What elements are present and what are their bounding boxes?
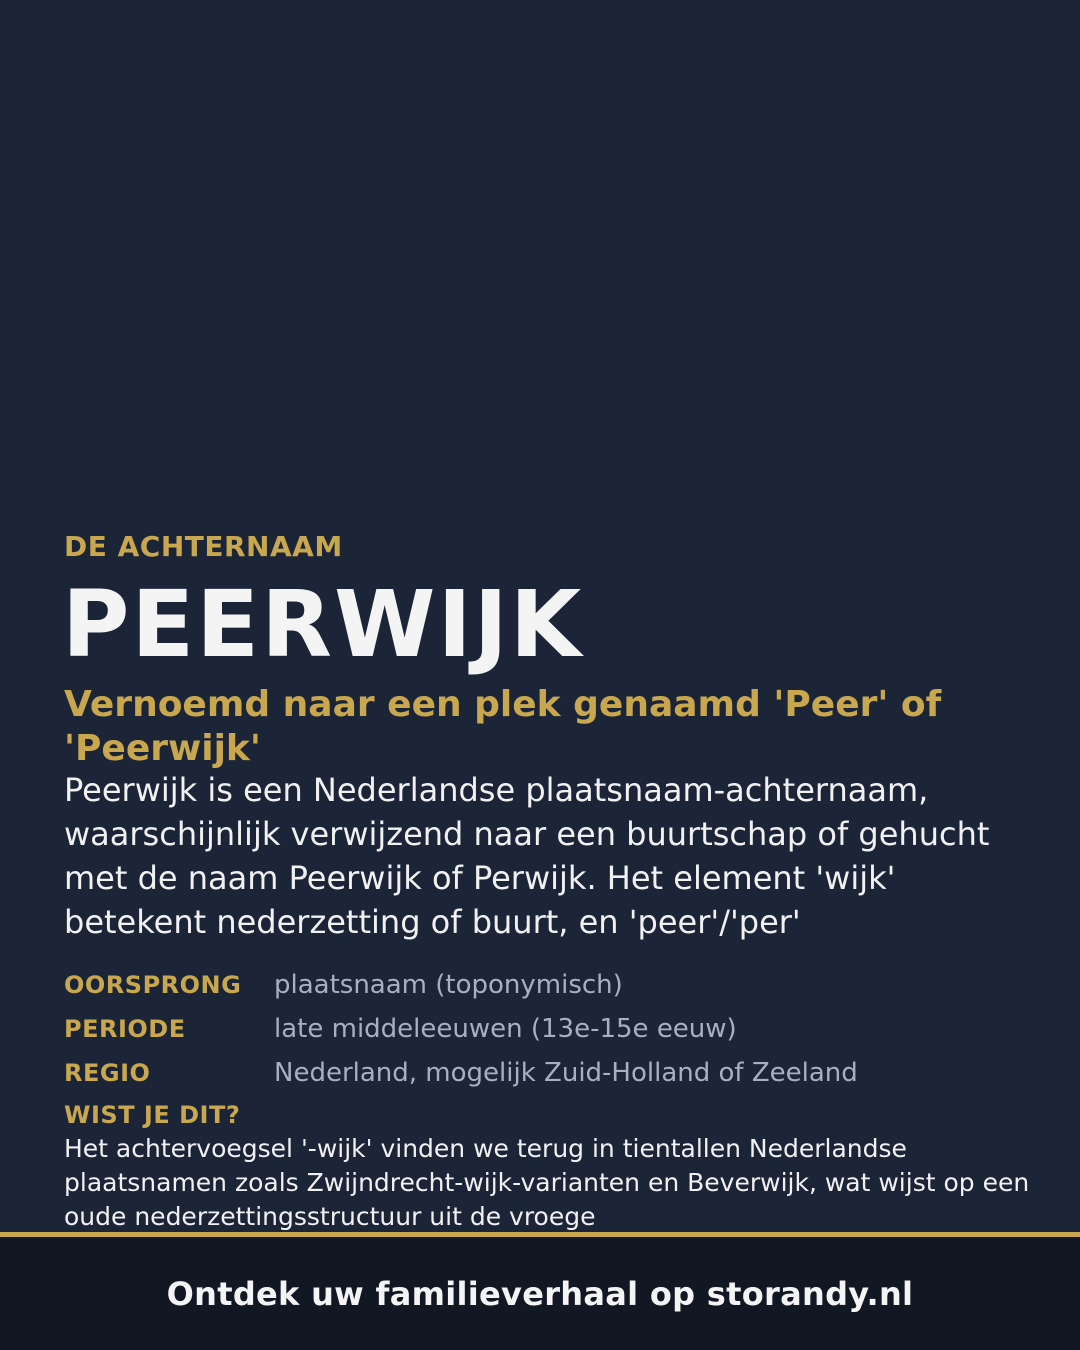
fact-value: Nederland, mogelijk Zuid-Holland of Zeeland (274, 1058, 858, 1088)
fact-row-origin (64, 963, 1044, 1007)
fact-value: late middeleeuwen (13e-15e eeuw) (274, 1014, 737, 1044)
did-you-know-text: Het achtervoegsel '-wijk' vinden we terug in tientallen Nederlandse plaatsnamen zoals Zwijndrecht-wijk-varianten en Beverwijk, wat wijst op een oude nederzettingsstructuur uit de vroege (64, 1134, 1030, 1231)
fact-row-period (64, 1007, 1044, 1051)
footer-cta[interactable]: Ontdek uw familieverhaal op storandy.nl (166, 1274, 914, 1313)
fact-label: PERIODE (64, 1015, 186, 1043)
facts-list (64, 963, 1044, 1095)
fact-label: OORSPRONG (64, 971, 242, 999)
fact-row-region (64, 1051, 1044, 1095)
did-you-know-label: WIST JE DIT? (64, 1101, 241, 1129)
section-eyebrow: DE ACHTERNAAM (64, 530, 343, 563)
surname-meaning: Vernoemd naar een plek genaamd 'Peer' of 'Peerwijk' (64, 684, 942, 769)
footer-banner (0, 1232, 1080, 1350)
fact-label: REGIO (64, 1059, 151, 1087)
surname-description: Peerwijk is een Nederlandse plaatsnaam-achternaam, waarschijnlijk verwijzend naar een buurtschap of gehucht met de naam Peerwijk of Perwijk. Het element 'wijk' betekent nederzetting of buurt, en 'peer'/'per' (64, 771, 990, 941)
surname-title: PEERWIJK (62, 571, 584, 678)
fact-value: plaatsnaam (toponymisch) (274, 970, 623, 1000)
